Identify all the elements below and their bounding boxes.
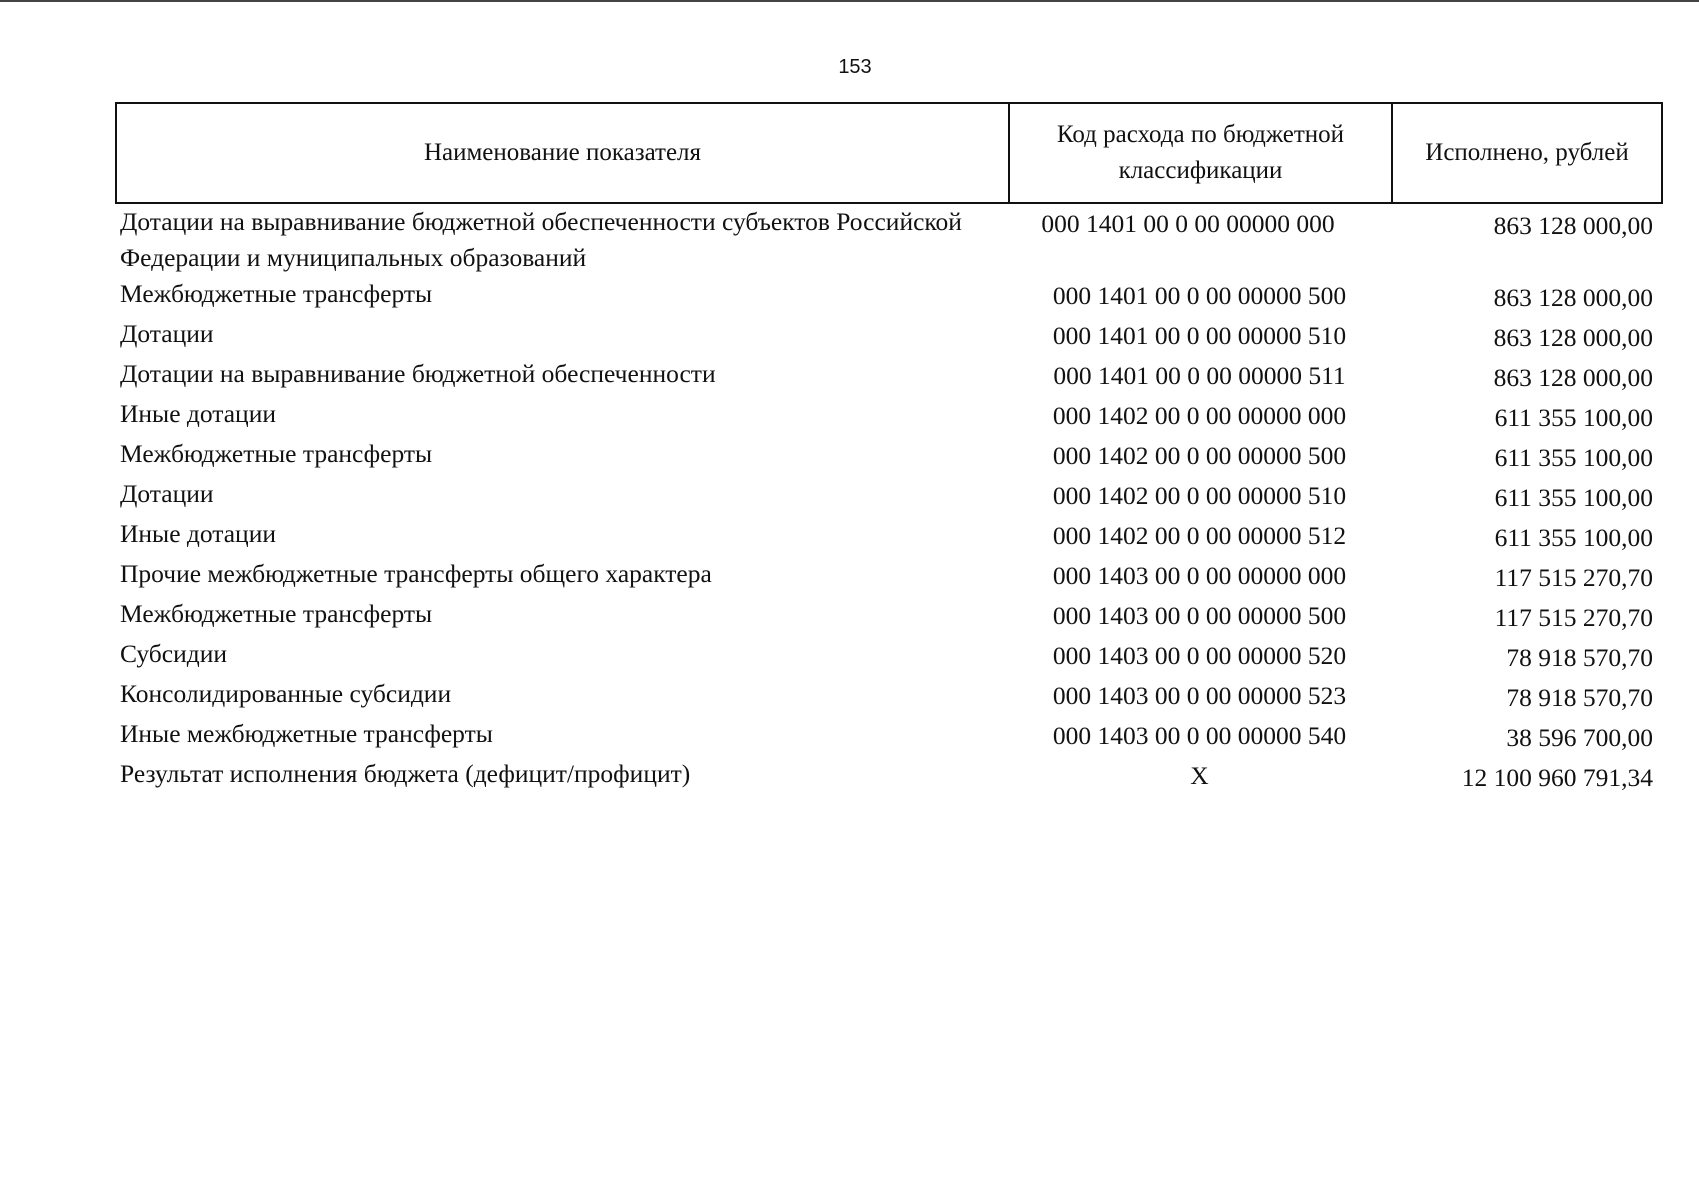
row-code: 000 1402 00 0 00 00000 500	[1052, 441, 1347, 470]
row-code: 000 1403 00 0 00 00000 520	[1052, 641, 1347, 670]
row-name: Иные дотации	[120, 399, 276, 428]
row-name: Межбюджетные трансферты	[120, 599, 433, 628]
row-code: 000 1403 00 0 00 00000 540	[1052, 721, 1347, 750]
row-code: 000 1401 00 0 00 00000 500	[1052, 281, 1347, 310]
row-code: 000 1402 00 0 00 00000 510	[1052, 481, 1347, 510]
row-executed: 38 596 700,00	[1506, 723, 1653, 752]
row-name: Субсидии	[120, 639, 227, 668]
row-executed: 12 100 960 791,34	[1461, 763, 1653, 792]
row-name: Дотации	[120, 479, 214, 508]
row-executed: 611 355 100,00	[1494, 483, 1653, 512]
table-row	[115, 756, 1663, 796]
row-name: Консолидированные субсидии	[120, 679, 452, 708]
header-code: Код расхода по бюджетной классификации	[1010, 104, 1393, 202]
top-scan-rule	[0, 0, 1699, 2]
row-code: 000 1401 00 0 00 00000 511	[1053, 361, 1346, 390]
row-executed: 863 128 000,00	[1493, 283, 1653, 312]
table-row	[115, 276, 1663, 316]
row-name: Результат исполнения бюджета (дефицит/профицит)	[120, 759, 691, 788]
row-code: X	[1190, 761, 1209, 790]
table-row	[115, 636, 1663, 676]
table-row	[115, 676, 1663, 716]
row-executed: 611 355 100,00	[1494, 523, 1653, 552]
row-executed: 78 918 570,70	[1506, 643, 1653, 672]
row-executed: 117 515 270,70	[1494, 563, 1653, 592]
row-code: 000 1403 00 0 00 00000 523	[1052, 681, 1347, 710]
row-code: 000 1401 00 0 00 00000 000	[1041, 209, 1335, 238]
row-name: Межбюджетные трансферты	[120, 279, 433, 308]
table-row	[115, 316, 1663, 356]
row-executed: 863 128 000,00	[1493, 363, 1653, 392]
table-header	[115, 102, 1663, 204]
row-code: 000 1402 00 0 00 00000 000	[1052, 401, 1347, 430]
row-code: 000 1402 00 0 00 00000 512	[1052, 521, 1347, 550]
table-row	[115, 556, 1663, 596]
table-body	[115, 204, 1663, 796]
table-row	[115, 396, 1663, 436]
table-row	[115, 356, 1663, 396]
table-row	[115, 516, 1663, 556]
row-executed: 117 515 270,70	[1494, 603, 1653, 632]
row-name: Дотации на выравнивание бюджетной обеспеченности субъектов Российской Федерации и муниципальных образований	[120, 207, 962, 272]
row-name: Иные межбюджетные трансферты	[120, 719, 493, 748]
row-name: Прочие межбюджетные трансферты общего характера	[120, 559, 712, 588]
table-row	[115, 204, 1663, 276]
row-name: Дотации на выравнивание бюджетной обеспеченности	[120, 359, 716, 388]
row-executed: 611 355 100,00	[1494, 403, 1653, 432]
page-number: 153	[838, 56, 872, 78]
table-row	[115, 436, 1663, 476]
row-executed: 611 355 100,00	[1494, 443, 1653, 472]
row-executed: 863 128 000,00	[1493, 323, 1653, 352]
row-code: 000 1403 00 0 00 00000 500	[1052, 601, 1347, 630]
table-row	[115, 716, 1663, 756]
row-name: Дотации	[120, 319, 214, 348]
header-executed: Исполнено, рублей	[1425, 139, 1629, 166]
row-executed: 78 918 570,70	[1506, 683, 1653, 712]
header-name: Наименование показателя	[117, 104, 1010, 202]
row-name: Межбюджетные трансферты	[120, 439, 433, 468]
row-code: 000 1401 00 0 00 00000 510	[1052, 321, 1347, 350]
row-code: 000 1403 00 0 00 00000 000	[1052, 561, 1347, 590]
table-row	[115, 476, 1663, 516]
row-name: Иные дотации	[120, 519, 276, 548]
row-executed: 863 128 000,00	[1493, 211, 1653, 240]
table-row	[115, 596, 1663, 636]
